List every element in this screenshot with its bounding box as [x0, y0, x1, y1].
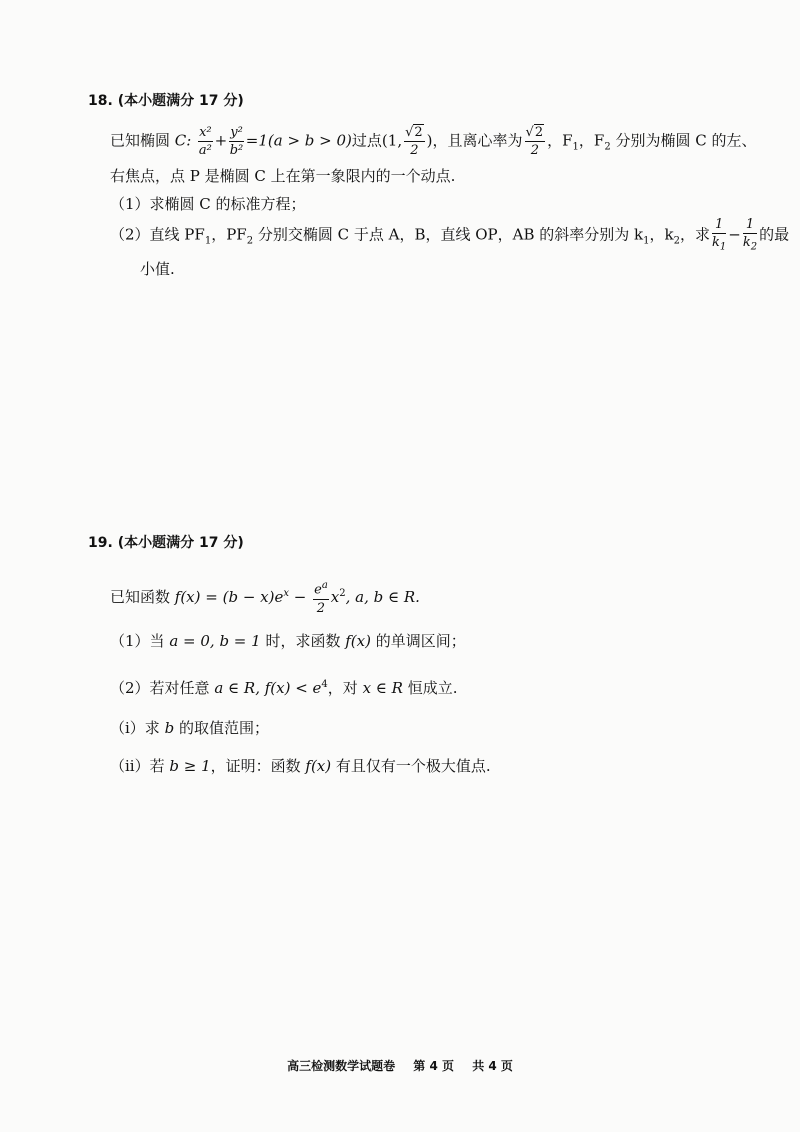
- question-header: [88, 532, 728, 554]
- fraction-y2-b2: $\frac{\text{y²}}{\text{b²}}$: [229, 125, 244, 158]
- fraction-ea-over-2: $\frac{e^a}{2}$: [314, 580, 328, 616]
- question-intro-line-2: 右焦点，点 P 是椭圆 C 上在第一象限内的一个动点.: [110, 166, 456, 185]
- page-footer: [0, 1057, 800, 1074]
- question-body: [110, 572, 728, 786]
- question-intro: 已知函数 $f(x) = (b - x)e^x$ − $\frac{e^a}{2}$ $x^2$, a, b ∈ R.: [110, 580, 420, 616]
- footer-title: 高三检测数学试题卷: [287, 1059, 396, 1073]
- fraction-1-over-k1: $\frac{1}{k_1}$: [711, 216, 727, 253]
- question-number: 19.: [88, 535, 113, 551]
- question-intro-line-1: 已知椭圆 C: $\frac{\text{x²}}{\text{a²}}$ + $\frac{\text{y²}}{\text{b²}}$ =1(a > b > 0)过点(1, $\frac{√2}{2}$ )，且离心率为 $\frac{√2}{2}$ ，$F_1$，$F_2$ 分别为椭圆 C 的左、: [110, 125, 757, 158]
- question-part-2: （2）若对任意 a ∈ R, $f(x) < e^4$，对 x ∈ R 恒成立.: [110, 679, 458, 697]
- footer-page: 第 4 页: [413, 1059, 454, 1073]
- fraction-sqrt2-over-2: $\frac{√2}{2}$: [405, 125, 423, 158]
- fraction-1-over-k2: $\frac{1}{k_2}$: [742, 216, 758, 253]
- question-19: [88, 532, 728, 786]
- fraction-eccentricity: $\frac{√2}{2}$: [525, 125, 544, 158]
- question-subpart-ii: （ii）若 b ≥ 1，证明：函数 f(x) 有且仅有一个极大值点.: [110, 757, 491, 775]
- question-part-2-line-2: 小值.: [140, 259, 175, 278]
- question-body: [110, 125, 790, 283]
- question-number: 18.: [88, 93, 113, 109]
- footer-total: 共 4 页: [472, 1059, 513, 1073]
- question-part-1: （1）求椭圆 C 的标准方程；: [110, 194, 306, 213]
- question-header: [88, 90, 728, 112]
- question-points: (本小题满分 17 分): [117, 535, 244, 551]
- question-18: [88, 90, 790, 283]
- question-part-2: （2）直线 $PF_1$，$PF_2$ 分别交椭圆 C 于点 A，B，直线 OP，AB 的斜率分别为 $k_1$，$k_2$，求 $\frac{1}{k_1}$ − $\frac{1}{k_2}$ 的最: [110, 216, 790, 253]
- question-part-1: （1）当 a = 0, b = 1 时，求函数 f(x) 的单调区间；: [110, 632, 466, 650]
- question-points: (本小题满分 17 分): [117, 93, 244, 109]
- question-subpart-i: （i）求 b 的取值范围；: [110, 719, 269, 737]
- fraction-x2-a2: $\frac{\text{x²}}{\text{a²}}$: [198, 125, 212, 158]
